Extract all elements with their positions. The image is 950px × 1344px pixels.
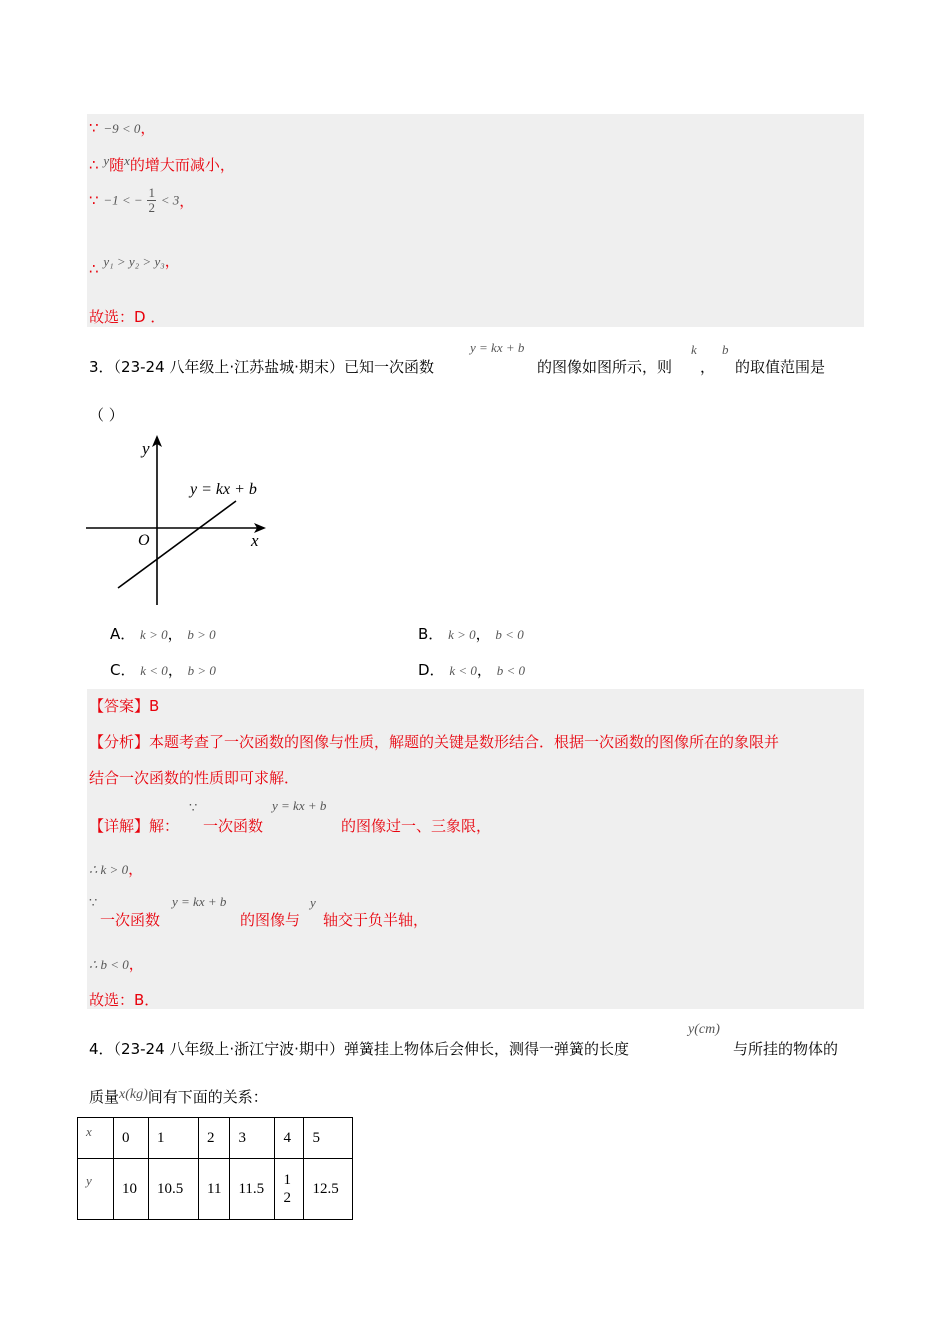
function-line xyxy=(118,501,236,588)
punctuation: ， xyxy=(167,661,183,679)
math-var-y: y xyxy=(103,153,110,168)
because-symbol: ∵ xyxy=(189,800,198,815)
analysis-line-2: 结合一次函数的性质即可求解． xyxy=(89,769,300,787)
table-cell: 1 xyxy=(149,1118,199,1159)
question-3-stem xyxy=(89,356,434,377)
option-k-condition: k < 0 xyxy=(449,663,477,678)
punctuation: ， xyxy=(476,661,492,679)
y-axis-label: y xyxy=(142,439,150,458)
option-k-condition: k < 0 xyxy=(140,663,168,678)
math-var-x: x xyxy=(124,153,130,168)
detail-step-3b: 的图像与 xyxy=(240,911,301,929)
table-cell: 5 xyxy=(304,1118,353,1159)
question-3-stem-c: 的取值范围是 xyxy=(735,358,826,376)
answer-value: B xyxy=(149,697,160,715)
question-3-k: k xyxy=(691,342,697,357)
row-label-x: x xyxy=(78,1118,114,1159)
text: 随 xyxy=(109,156,125,174)
x-axis xyxy=(86,523,266,533)
question-3-graph xyxy=(80,435,280,613)
table-row-y xyxy=(78,1159,353,1220)
punctuation: ， xyxy=(128,860,144,878)
question-4-stem-b: 与所挂的物体的 xyxy=(733,1040,839,1058)
question-3-b: b xyxy=(722,342,729,357)
question-4-y-unit: y(cm) xyxy=(688,1022,720,1037)
punctuation: ， xyxy=(167,625,183,643)
math-expression: −9 < 0 xyxy=(103,121,141,136)
punctuation: ， xyxy=(475,625,491,643)
because-symbol: ∵ xyxy=(89,119,99,137)
line-label: y = kx + b xyxy=(190,481,257,498)
table-row-x xyxy=(78,1118,353,1159)
math-expression: ∴ b < 0 xyxy=(89,957,129,972)
option-label: A． xyxy=(110,625,136,643)
numerator: 1 xyxy=(148,185,155,200)
x-unit: x(kg) xyxy=(119,1087,148,1102)
punctuation: ， xyxy=(128,955,144,973)
text: 的增大而减小， xyxy=(129,156,235,174)
table-cell: 2 xyxy=(199,1118,230,1159)
detail-final: 故选：B． xyxy=(89,991,160,1009)
text: 质量 xyxy=(89,1088,120,1106)
detail-step-2 xyxy=(89,858,143,879)
question-3-formula: y = kx + b xyxy=(470,340,525,355)
x-axis-label: x xyxy=(251,531,259,550)
option-label: D． xyxy=(418,661,445,679)
table-cell: 11 xyxy=(199,1159,230,1220)
detail-line-1c: 的图像过一、三象限， xyxy=(341,817,492,835)
table-cell: 4 xyxy=(275,1118,304,1159)
table-cell: 0 xyxy=(114,1118,149,1159)
option-b[interactable] xyxy=(418,623,524,644)
text: 弹簧挂上物体后会伸长，测得一弹簧的长度 xyxy=(343,1040,629,1058)
text: 已知一次函数 xyxy=(343,358,434,376)
analysis-text: 本题考查了一次函数的图像与性质，解题的关键是数形结合．根据一次函数的图像所在的象限并 xyxy=(149,733,780,751)
table-cell: 3 xyxy=(230,1118,275,1159)
detail-tag: 【详解】 xyxy=(89,817,150,835)
row-label-y: y xyxy=(78,1159,114,1220)
question-3-paren: （ ） xyxy=(89,406,124,424)
question-source: （23-24 八年级上·浙江宁波·期中） xyxy=(113,1040,344,1058)
detail-step-4 xyxy=(89,953,144,974)
analysis-tag: 【分析】 xyxy=(89,733,150,751)
detail-step-3-y: y xyxy=(310,895,316,910)
because-symbol-2: ∵ xyxy=(89,895,98,910)
option-a[interactable] xyxy=(110,623,216,644)
detail-formula: y = kx + b xyxy=(272,798,327,813)
question-number: 4． xyxy=(89,1040,114,1058)
denominator: 2 xyxy=(148,200,155,215)
text: 间有下面的关系： xyxy=(147,1088,268,1106)
math-expression: ∴ k > 0 xyxy=(89,862,129,877)
punctuation: ， xyxy=(164,252,180,270)
detail-line-1 xyxy=(89,815,179,836)
because-symbol: ∵ xyxy=(89,191,99,210)
detail-step-3c: 轴交于负半轴， xyxy=(323,911,429,929)
option-b-condition: b > 0 xyxy=(187,627,216,642)
detail-step-3-formula: y = kx + b xyxy=(172,894,227,909)
option-k-condition: k > 0 xyxy=(140,627,168,642)
table-cell: 10 xyxy=(114,1159,149,1220)
therefore-symbol: ∴ xyxy=(89,156,99,174)
question-3-comma: ， xyxy=(700,358,716,376)
solution-q2-line5: 故选：D ． xyxy=(89,308,166,326)
solution-q2-line3 xyxy=(89,186,194,215)
detail-step-3a: 一次函数 xyxy=(100,911,161,929)
table-cell: 10.5 xyxy=(149,1159,199,1220)
table-cell: 12.5 xyxy=(304,1159,353,1220)
math-expression: < 3 xyxy=(160,192,180,208)
option-b-condition: b < 0 xyxy=(495,627,524,642)
question-4-stem-c xyxy=(89,1086,268,1107)
option-c[interactable] xyxy=(110,659,216,680)
question-source: （23-24 八年级上·江苏盐城·期末） xyxy=(113,358,344,376)
punctuation: ， xyxy=(140,119,156,137)
option-label: C． xyxy=(110,661,136,679)
question-number: 3． xyxy=(89,358,114,376)
solution-q2-line2 xyxy=(89,153,235,175)
detail-line-1b: 一次函数 xyxy=(203,817,264,835)
y-axis xyxy=(152,435,162,605)
text: 解： xyxy=(149,817,180,835)
math-expression: y₁ > y₂ > y₃ xyxy=(103,254,165,269)
answer-tag: 【答案】 xyxy=(89,697,150,715)
analysis-line-1 xyxy=(89,731,779,752)
answer-line xyxy=(89,695,159,716)
solution-q2-line1 xyxy=(89,117,155,138)
fraction-one-half xyxy=(147,186,156,215)
math-expression: −1 < − xyxy=(103,192,143,208)
origin-label: O xyxy=(138,532,150,549)
table-cell: 11.5 xyxy=(230,1159,275,1220)
solution-q2-line4 xyxy=(89,250,180,278)
option-b-condition: b > 0 xyxy=(187,663,216,678)
question-3-stem-b: 的图像如图所示，则 xyxy=(537,358,673,376)
punctuation: ， xyxy=(179,192,195,210)
option-k-condition: k > 0 xyxy=(448,627,476,642)
data-table xyxy=(77,1117,353,1220)
option-label: B． xyxy=(418,625,444,643)
table-cell: 12 xyxy=(275,1159,304,1220)
question-4-stem xyxy=(89,1038,629,1059)
option-d[interactable] xyxy=(418,659,525,680)
solution-box-q2 xyxy=(87,114,864,327)
option-b-condition: b < 0 xyxy=(496,663,525,678)
therefore-symbol: ∴ xyxy=(89,260,99,278)
